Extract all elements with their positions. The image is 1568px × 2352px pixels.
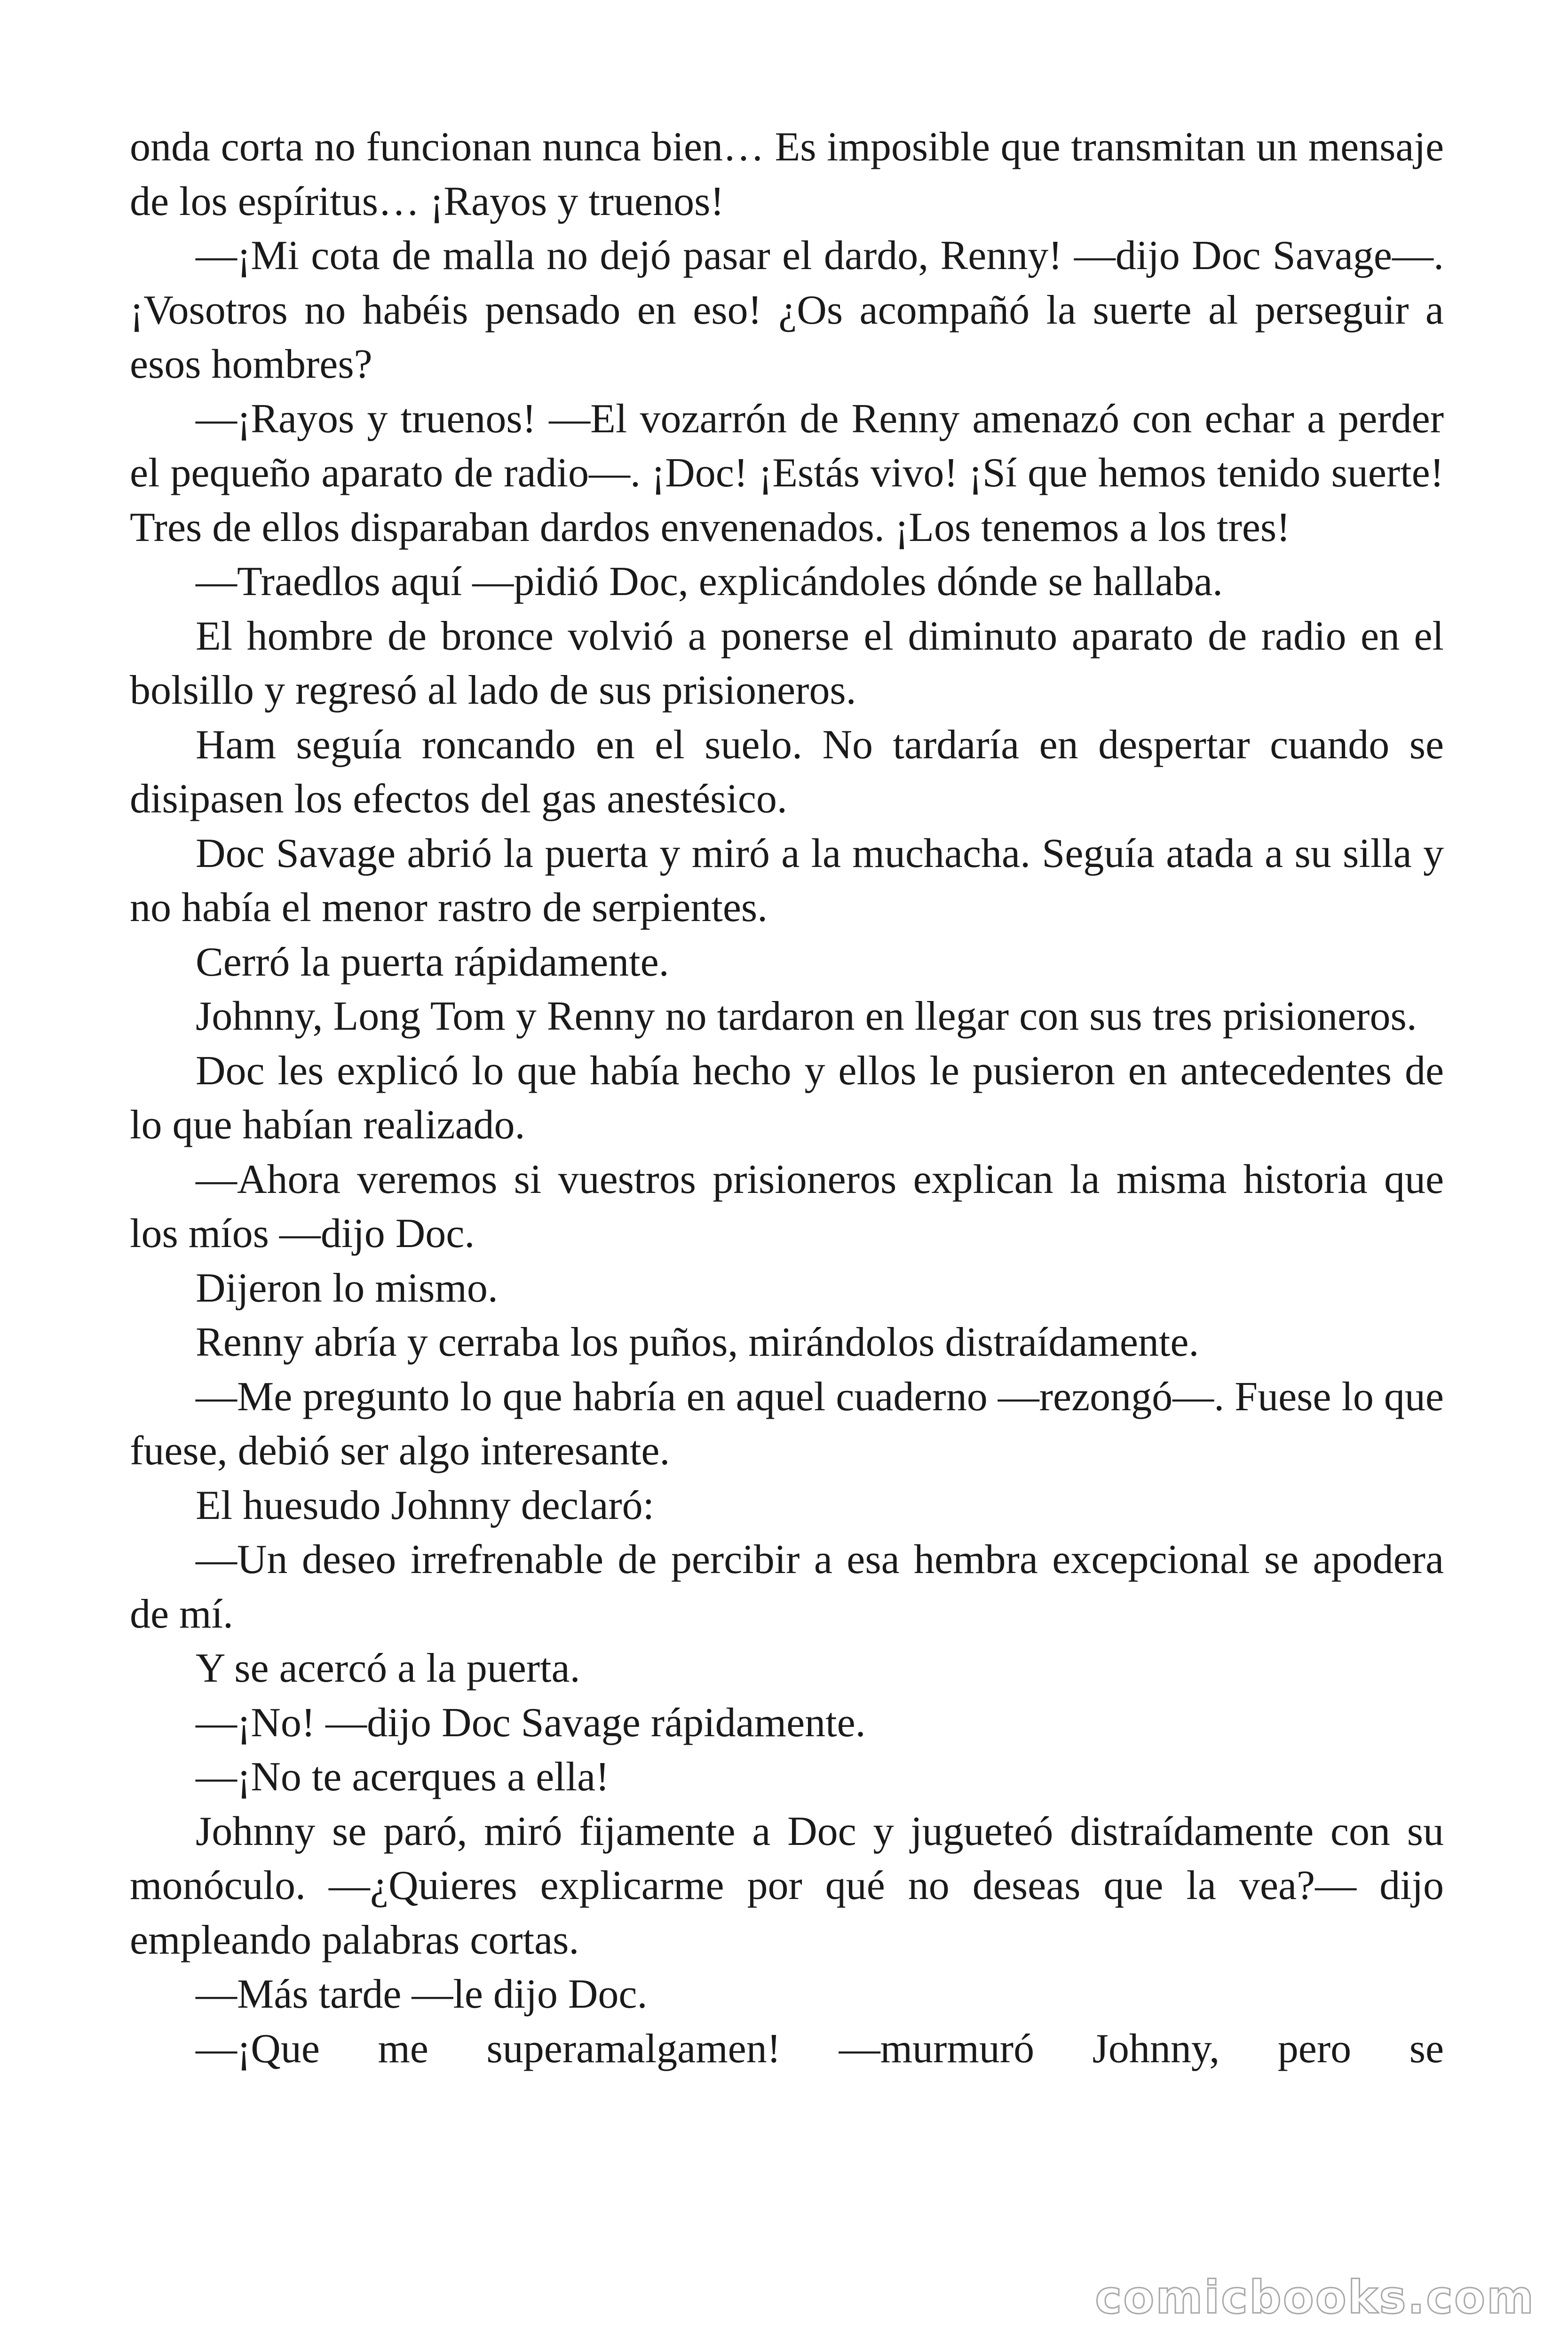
watermark: comicbooks.com — [1095, 2271, 1535, 2324]
page-body — [130, 120, 1444, 2076]
paragraph: El hombre de bronce volvió a ponerse el diminuto aparato de radio en el bolsillo y regresó al lado de sus prisioneros. — [130, 613, 1444, 713]
paragraph: —Más tarde —le dijo Doc. — [196, 1971, 648, 2017]
paragraph: —¡No te acerques a ella! — [196, 1754, 610, 1800]
paragraph: Doc les explicó lo que había hecho y ellos le pusieron en antecedentes de lo que habían realizado. — [130, 1048, 1444, 1148]
paragraph: Renny abría y cerraba los puños, mirándolos distraídamente. — [196, 1319, 1199, 1365]
paragraph: Doc Savage abrió la puerta y miró a la muchacha. Seguía atada a su silla y no había el menor rastro de serpientes. — [130, 830, 1444, 930]
paragraph: Y se acercó a la puerta. — [196, 1645, 580, 1691]
paragraph: —Me pregunto lo que habría en aquel cuaderno —rezongó—. Fuese lo que fuese, debió ser algo interesante. — [130, 1374, 1444, 1474]
paragraph: —Un deseo irrefrenable de percibir a esa hembra excepcional se apodera de mí. — [130, 1537, 1444, 1637]
paragraph: Johnny, Long Tom y Renny no tardaron en llegar con sus tres prisioneros. — [196, 993, 1417, 1039]
paragraph: Ham seguía roncando en el suelo. No tardaría en despertar cuando se disipasen los efectos del gas anestésico. — [130, 722, 1444, 822]
paragraph: onda corta no funcionan nunca bien… Es imposible que transmitan un mensaje de los espíritus… ¡Rayos y truenos! — [130, 124, 1444, 224]
paragraph: Johnny se paró, miró fijamente a Doc y jugueteó distraídamente con su monóculo. —¿Quieres explicarme por qué no deseas que la vea?— dijo empleando palabras cortas. — [130, 1808, 1444, 1963]
paragraph: —¡Que me superamalgamen! —murmuró Johnny, pero se — [196, 2026, 1444, 2072]
paragraph: Cerró la puerta rápidamente. — [196, 939, 669, 985]
paragraph: Dijeron lo mismo. — [196, 1265, 498, 1311]
paragraph: —Ahora veremos si vuestros prisioneros explican la misma historia que los míos —dijo Doc. — [130, 1156, 1444, 1256]
paragraph: —¡Mi cota de malla no dejó pasar el dardo, Renny! —dijo Doc Savage—. ¡Vosotros no habéis pensado en eso! ¿Os acompañó la suerte al perseguir a esos hombres? — [130, 233, 1444, 387]
paragraph: —¡No! —dijo Doc Savage rápidamente. — [196, 1700, 866, 1746]
paragraph: —¡Rayos y truenos! —El vozarrón de Renny amenazó con echar a perder el pequeño aparato de radio—. ¡Doc! ¡Estás vivo! ¡Sí que hemos tenido suerte! Tres de ellos disparaban dardos envenenados. ¡Los tenemos a los tres! — [130, 396, 1444, 550]
paragraph: —Traedlos aquí —pidió Doc, explicándoles dónde se hallaba. — [196, 559, 1223, 604]
paragraph: El huesudo Johnny declaró: — [196, 1482, 655, 1528]
